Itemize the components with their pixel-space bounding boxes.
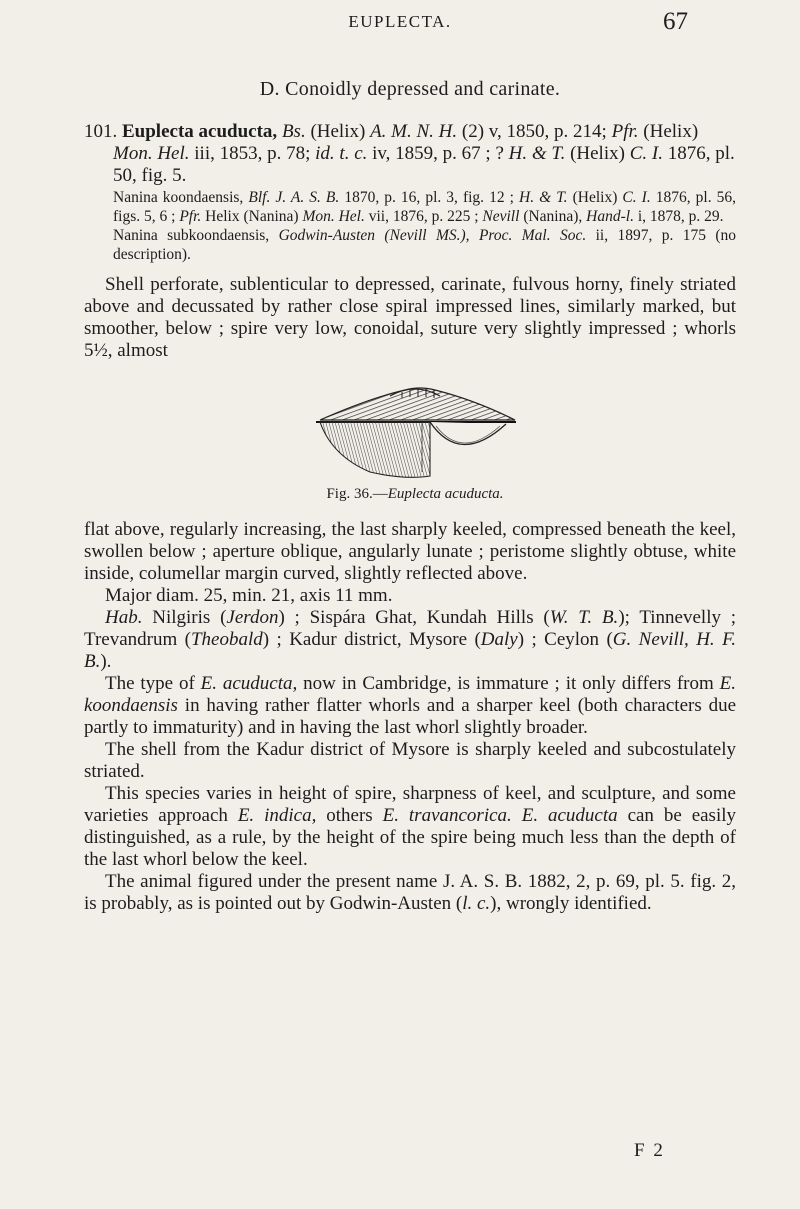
figured-note [84, 871, 736, 915]
habitat-text-5: ) ; Ceylon ( [517, 629, 613, 650]
figure-36 [84, 376, 736, 482]
ref-mon: Mon. Hel. [302, 208, 365, 225]
monograph-ref: Mon. Hel. [113, 143, 190, 164]
ref-pfr-detail: Helix (Nanina) [205, 208, 299, 225]
habitat-text-3: ); Tinnevelly ; Trevandrum ( [84, 607, 737, 650]
genus-name: Euplecta [122, 121, 194, 142]
idem-ref: id. t. c. [315, 143, 368, 164]
figured-text-2: ), wrongly identified. [490, 893, 652, 914]
figure-caption [94, 486, 736, 503]
signature-mark: F 2 [634, 1140, 665, 1161]
text-column [84, 78, 736, 915]
synonymy [84, 188, 736, 264]
ref-ht: H. & T. [519, 189, 568, 206]
authority: Bs. [281, 121, 306, 142]
ref-blf-detail: 1870, p. 16, pl. 3, fig. 12 ; [344, 189, 514, 206]
species-name: acuducta, [198, 121, 278, 142]
habitat-text-2: ) ; Sispára Ghat, Kundah Hills ( [278, 607, 550, 628]
ref-pfr: Pfr. [179, 208, 202, 225]
ref-ci: C. I. [622, 189, 651, 206]
collector-jerdon: Jerdon [226, 607, 279, 628]
ci-ref: C. I. [629, 143, 663, 164]
habitat-text-4: ) ; Kadur district, Mysore ( [262, 629, 481, 650]
genus-original: (Helix) [310, 121, 366, 142]
genus-note: (Helix) [643, 121, 699, 142]
variation-indica: E. indica, [237, 805, 317, 826]
synonym-name: Nanina koondaensis, [113, 189, 244, 206]
journal-ref-detail: (2) v, 1850, p. 214; [461, 121, 607, 142]
type-text-2: now in Cambridge, is immature ; it only differs from [303, 673, 714, 694]
habitat [84, 607, 736, 673]
helix-note: (Helix) [572, 189, 618, 206]
description-paragraph-1: Shell perforate, sublenticular to depressed, carinate, fulvous horny, finely striated above and decussated by rather close spiral impressed lines, similarly marked, but smoother, below ; spire very low, conoidal, suture very slightly impressed ; whorls 5½, almost [84, 274, 736, 361]
page-header [0, 8, 800, 38]
habitat-text-6: ). [100, 651, 112, 672]
type-text-1: The type of [105, 673, 195, 694]
dimensions: Major diam. 25, min. 21, axis 11 mm. [105, 585, 393, 606]
variation-text-1: This species varies in height of spire, sharpness of keel, and sculpture, and some varieties approach [84, 783, 736, 826]
habitat-text-1: Nilgiris ( [152, 607, 227, 628]
type-compare-species: E. koondaensis [84, 673, 736, 716]
synonym-subkoondaensis [113, 226, 736, 264]
journal-ref: A. M. N. H. [370, 121, 458, 142]
ref-nevill-ms: (Nevill MS.), [384, 227, 470, 244]
type-note [84, 673, 736, 739]
variation-travancorica: E. travancorica. [382, 805, 512, 826]
species-entry [84, 121, 736, 187]
genus-note-2: (Helix) [570, 143, 625, 164]
figured-lc: l. c. [462, 893, 491, 914]
author-ht: H. & T. [508, 143, 566, 164]
monograph-detail: iii, 1853, p. 78; [194, 143, 311, 164]
type-text-3: in having rather flatter whorls and a sharper keel (both characters due partly to immaturity) and in having the last whorl slightly broader. [84, 695, 737, 738]
kadur-note: The shell from the Kadur district of Mysore is sharply keeled and subcostulately striated. [84, 739, 736, 782]
ref-godwin-austen: Godwin-Austen [278, 227, 376, 244]
variation-text-3: can be easily distinguished, as a rule, by the height of the spire being much less than the depth of the last whorl below the keel. [84, 805, 737, 870]
caption-species: Euplecta acuducta. [387, 486, 504, 502]
collector-nevill: G. Nevill, H. F. B. [84, 629, 736, 672]
ref-mon-detail: vii, 1876, p. 225 ; [368, 208, 479, 225]
description-paragraph-2: flat above, regularly increasing, the last sharply keeled, compressed beneath the keel, swollen below ; aperture oblique, angularly lunate ; peristome slightly obtuse, white inside, columellar margin curved, slightly reflected above. [84, 519, 736, 584]
ref-proc: Proc. Mal. Soc. [478, 227, 587, 244]
idem-detail: iv, 1859, p. 67 ; ? [372, 143, 504, 164]
caption-label: Fig. 36.— [326, 486, 388, 502]
ref-proc-detail: ii, 1897, p. 175 (no description). [113, 227, 737, 263]
entry-number: 101. [84, 121, 118, 142]
type-species: E. acuducta, [200, 673, 298, 694]
synonym-koondaensis [113, 188, 736, 226]
variation-note [84, 783, 736, 871]
collector-theobald: Theobald [190, 629, 263, 650]
variation-text-2: others [326, 805, 373, 826]
section-heading: D. Conoidly depressed and carinate. [259, 78, 561, 100]
collector-daly: Daly [480, 629, 518, 650]
synonym-name-2: Nanina subkoondaensis, [113, 227, 270, 244]
ci-detail: 1876, pl. 50, fig. 5. [113, 143, 735, 186]
running-title: EUPLECTA. [348, 12, 452, 31]
author-pfr: Pfr. [611, 121, 639, 142]
habitat-label: Hab. [105, 607, 143, 628]
collector-wtb: W. T. B. [549, 607, 619, 628]
nanina-note: (Nanina), [523, 208, 583, 225]
ref-blf: Blf. J. A. S. B. [248, 189, 340, 206]
ref-nevill: Nevill [482, 208, 520, 225]
page-number: 67 [663, 8, 688, 35]
ref-hand-detail: i, 1878, p. 29. [637, 208, 724, 225]
variation-acuducta: E. acuducta [521, 805, 618, 826]
figured-text-1: The animal figured under the present name J. A. S. B. 1882, 2, p. 69, pl. 5. fig. 2, is probably, as is pointed out by Godwin-Austen ( [84, 871, 736, 914]
ref-hand: Hand-l. [586, 208, 634, 225]
ref-ci-detail: 1876, pl. 56, figs. 5, 6 ; [113, 189, 737, 225]
shell-illustration [310, 376, 520, 480]
